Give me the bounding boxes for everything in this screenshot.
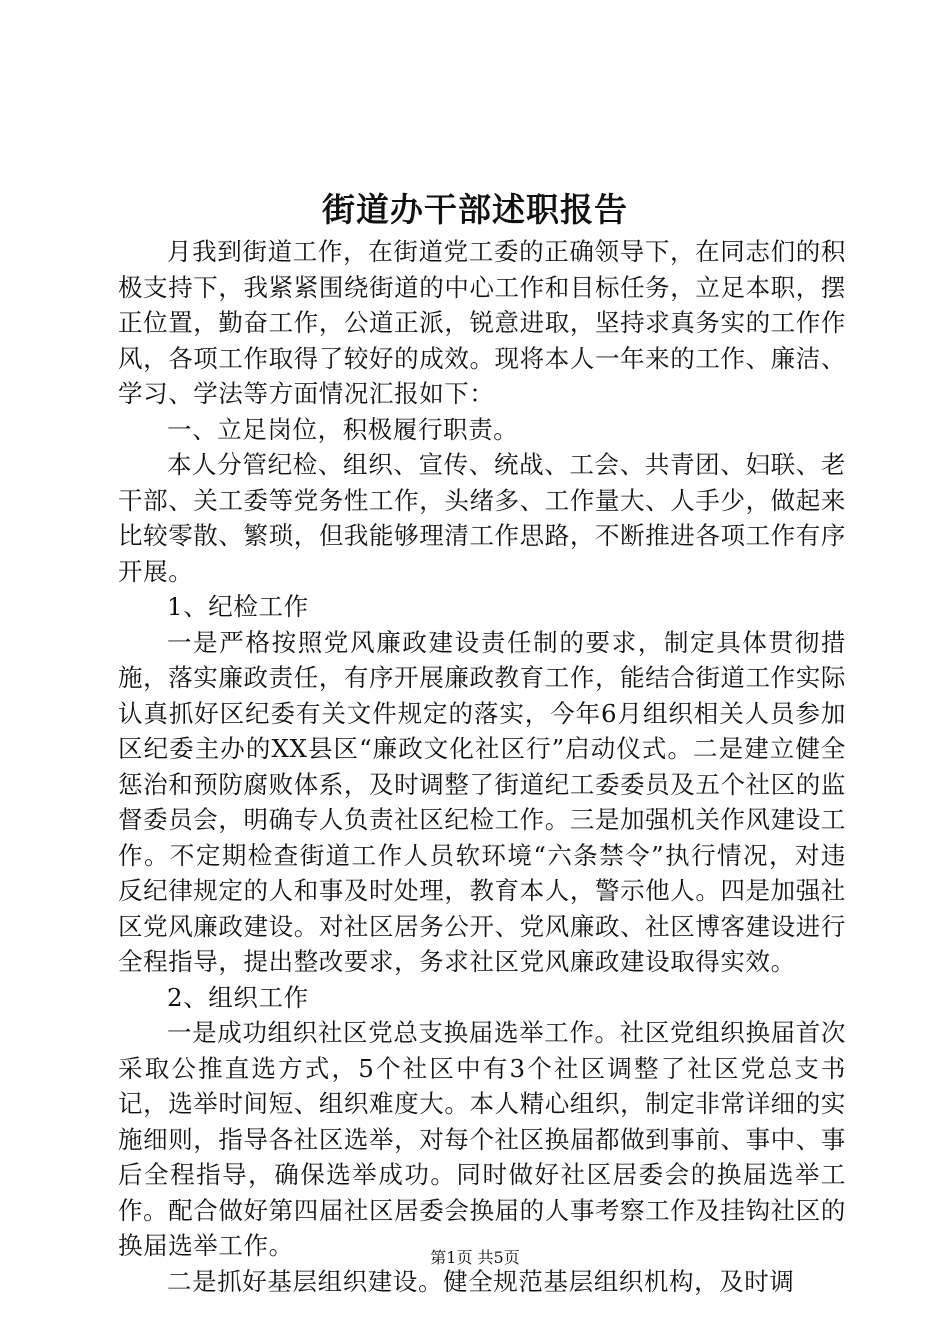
document-body bbox=[118, 234, 846, 1299]
paragraph: 一是成功组织社区党总支换届选举工作。社区党组织换届首次采取公推直选方式，5个社区中有3个社区调整了社区党总支书记，选举时间短、组织难度大。本人精心组织，制定非常详细的实施细则，指导各社区选举，对每个社区换届都做到事前、事中、事后全程指导，确保选举成功。同时做好社区居委会的换届选举工作。配合做好第四届社区居委会换届的人事考察工作及挂钩社区的换届选举工作。 bbox=[118, 1018, 846, 1260]
subsection-heading: 1、纪检工作 bbox=[167, 592, 309, 621]
document-title: 街道办干部述职报告 bbox=[322, 190, 628, 229]
paragraph: 二是抓好基层组织建设。健全规范基层组织机构，及时调 bbox=[167, 1266, 795, 1296]
page-footer: 第1页 共5页 bbox=[430, 1248, 520, 1267]
paragraph: 月我到街道工作，在街道党工委的正确领导下，在同志们的积极支持下，我紧紧围绕街道的中心工作和目标任务，立足本职，摆正位置，勤奋工作，公道正派，锐意进取，坚持求真务实的工作作风，各项工作取得了较好的成效。现将本人一年来的工作、廉洁、学习、学法等方面情况汇报如下： bbox=[118, 237, 846, 408]
paragraph: 本人分管纪检、组织、宣传、统战、工会、共青团、妇联、老干部、关工委等党务性工作，头绪多、工作量大、人手少，做起来比较零散、繁琐，但我能够理清工作思路，不断推进各项工作有序开展。 bbox=[118, 450, 846, 586]
subsection-heading: 2、组织工作 bbox=[167, 982, 309, 1012]
paragraph: 一是严格按照党风廉政建设责任制的要求，制定具体贯彻措施，落实廉政责任，有序开展廉政教育工作，能结合街道工作实际认真抓好区纪委有关文件规定的落实，今年6月组织相关人员参加区纪委主办的XX县区“廉政文化社区行”启动仪式。二是建立健全惩治和预防腐败体系，及时调整了街道纪工委委员及五个社区的监督委员会，明确专人负责社区纪检工作。三是加强机关作风建设工作。不定期检查街道工作人员软环境“六条禁令”执行情况，对违反纪律规定的人和事及时处理，教育本人，警示他人。四是加强社区党风廉政建设。对社区居务公开、党风廉政、社区博客建设进行全程指导，提出整改要求，务求社区党风廉政建设取得实效。 bbox=[118, 627, 846, 976]
section-heading: 一、立足岗位，积极履行职责。 bbox=[167, 414, 519, 444]
